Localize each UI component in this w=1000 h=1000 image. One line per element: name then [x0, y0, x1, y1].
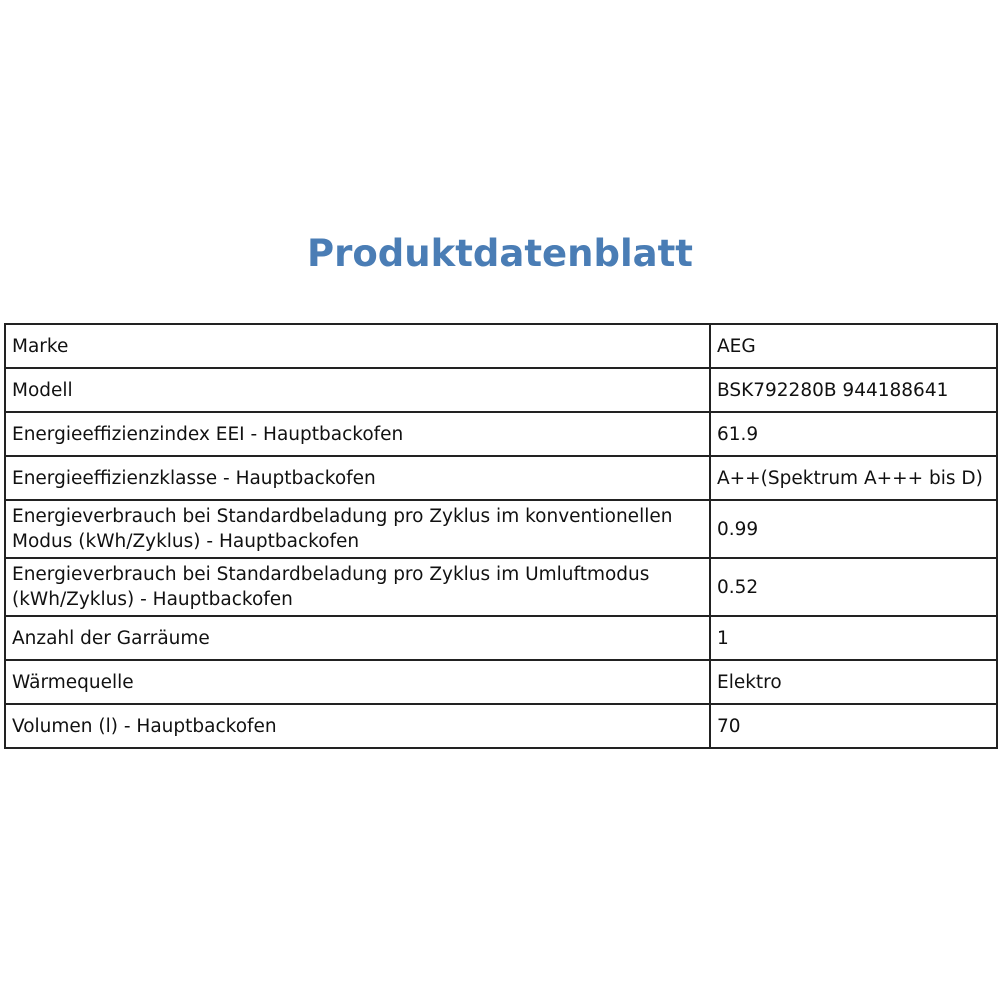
row-value: 70: [710, 704, 997, 748]
table-row: [5, 616, 997, 660]
row-label: Modell: [5, 368, 710, 412]
row-label: Volumen (l) - Hauptbackofen: [5, 704, 710, 748]
row-value: 0.52: [710, 558, 997, 616]
row-label: Marke: [5, 324, 710, 368]
table-row: [5, 660, 997, 704]
row-label: Wärmequelle: [5, 660, 710, 704]
row-value: 1: [710, 616, 997, 660]
table-row: [5, 500, 997, 558]
row-value: A++(Spektrum A+++ bis D): [710, 456, 997, 500]
row-label: Energieeffizienzindex EEI - Hauptbackofen: [5, 412, 710, 456]
product-data-table: [4, 323, 998, 749]
row-value: Elektro: [710, 660, 997, 704]
table-row: [5, 558, 997, 616]
row-label: Anzahl der Garräume: [5, 616, 710, 660]
table-row: [5, 368, 997, 412]
row-value: 0.99: [710, 500, 997, 558]
row-value: 61.9: [710, 412, 997, 456]
page-title: Produktdatenblatt: [307, 232, 693, 275]
table-row: [5, 456, 997, 500]
row-label: Energieverbrauch bei Standardbeladung pro Zyklus im Umluftmodus (kWh/Zyklus) - Hauptbackofen: [5, 558, 710, 616]
table-row: [5, 412, 997, 456]
row-value: BSK792280B 944188641: [710, 368, 997, 412]
row-label: Energieverbrauch bei Standardbeladung pro Zyklus im konventionellen Modus (kWh/Zyklus) - Hauptbackofen: [5, 500, 710, 558]
row-label: Energieeffizienzklasse - Hauptbackofen: [5, 456, 710, 500]
table-row: [5, 704, 997, 748]
row-value: AEG: [710, 324, 997, 368]
table-row: [5, 324, 997, 368]
